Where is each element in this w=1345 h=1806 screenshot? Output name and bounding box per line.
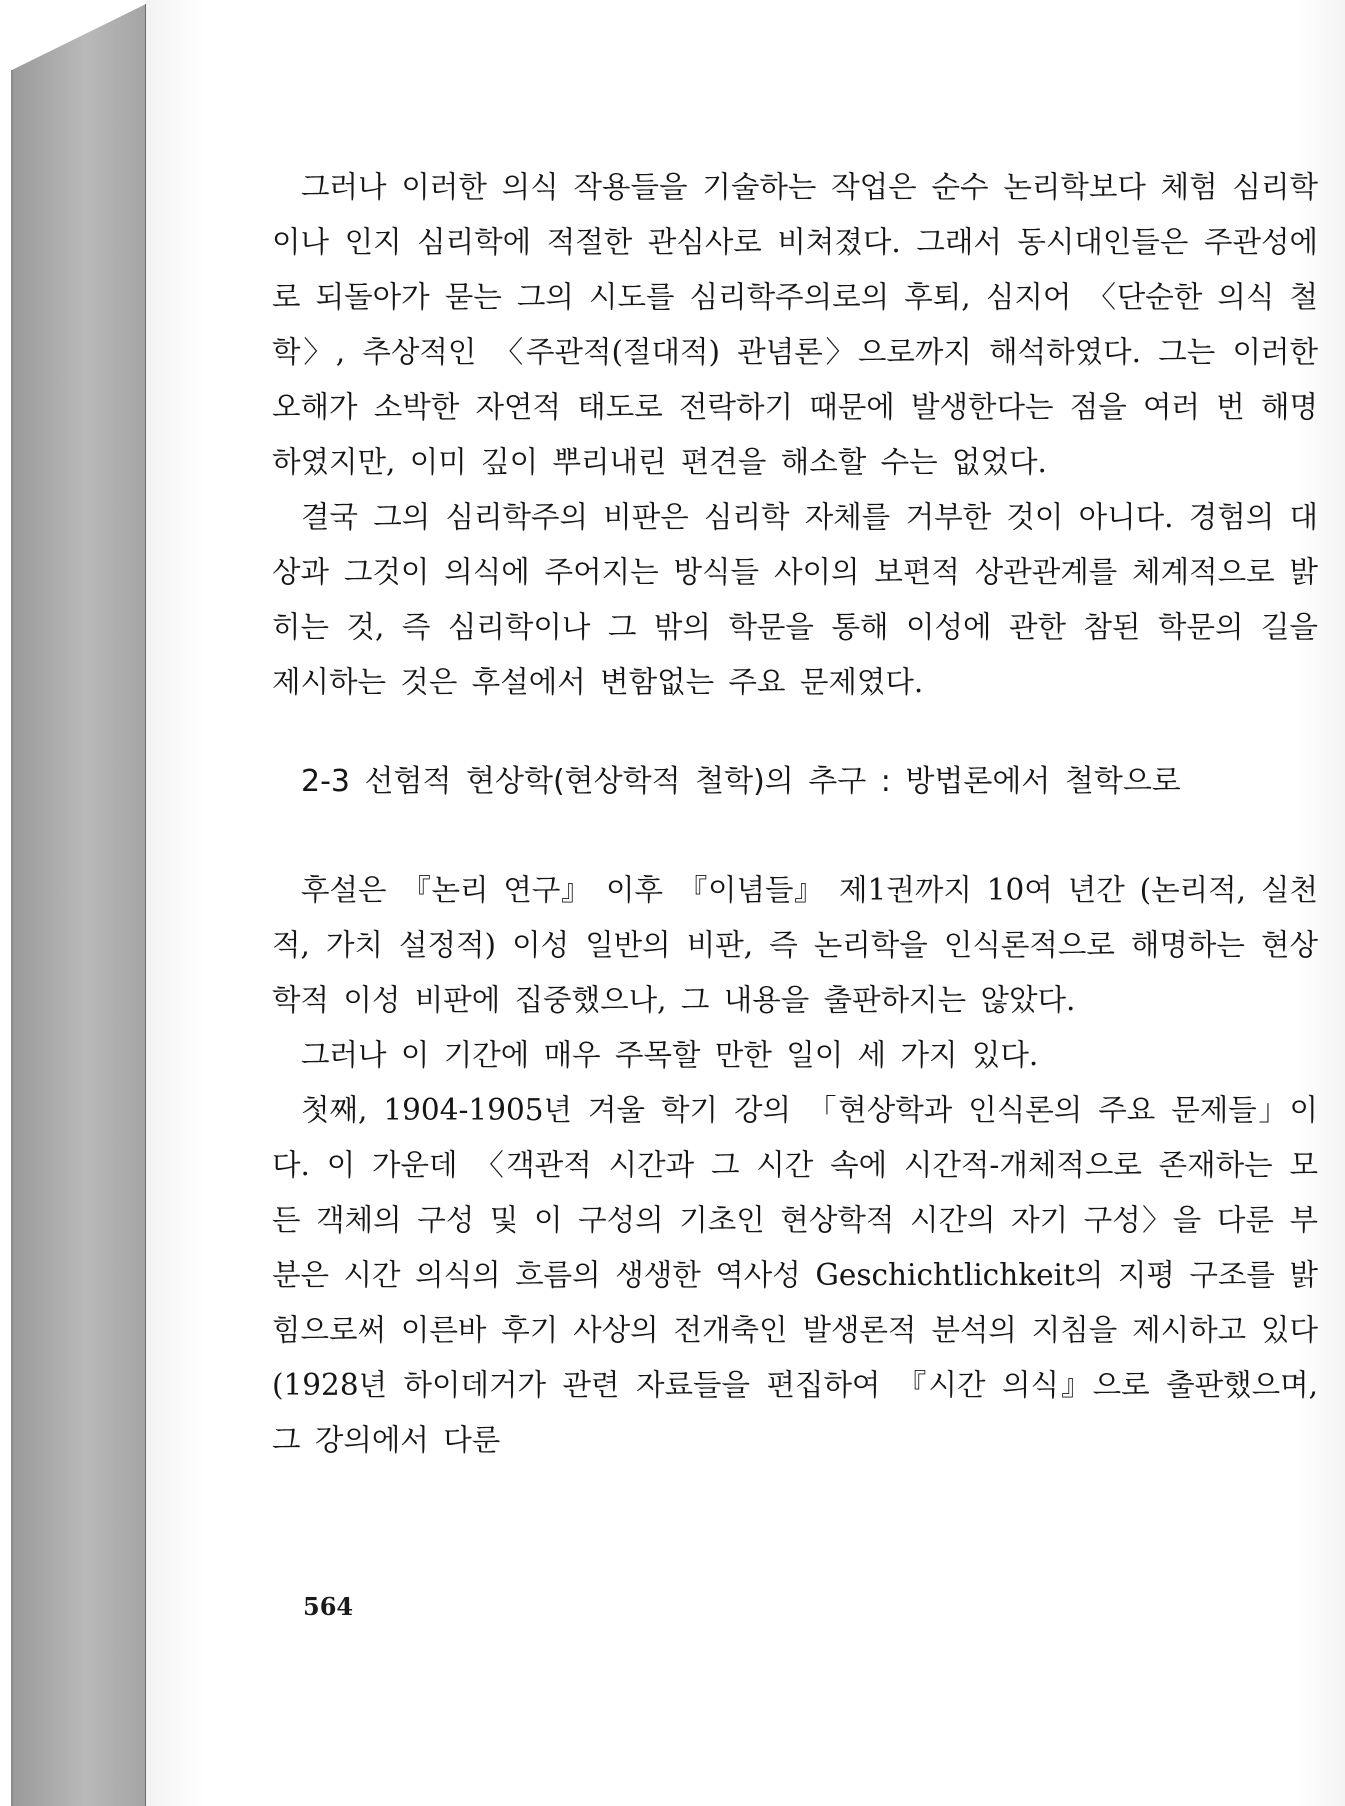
paragraph: 후설은 『논리 연구』 이후 『이념들』 제1권까지 10여 년간 (논리적, 실천적, 가치 설정적) 이성 일반의 비판, 즉 논리학을 인식론적으로 해명하는 현상학적 이성 비판에 집중했으나, 그 내용을 출판하지는 않았다.	[272, 873, 1318, 1017]
book-spine-face	[12, 4, 146, 1806]
book-page	[146, 0, 1345, 1806]
page-number: 564	[303, 1592, 354, 1621]
paragraph: 그러나 이러한 의식 작용들을 기술하는 작업은 순수 논리학보다 체험 심리학이나 인지 심리학에 적절한 관심사로 비쳐졌다. 그래서 동시대인들은 주관성에로 되돌아가 묻는 그의 시도를 심리학주의로의 후퇴, 심지어 〈단순한 의식 철학〉, 추상적인 〈주관적(절대적) 관념론〉으로까지 해석하였다. 그는 이러한 오해가 소박한 자연적 태도로 전락하기 때문에 발생한다는 점을 여러 번 해명하였지만, 이미 깊이 뿌리내린 편견을 해소할 수는 없었다.	[272, 170, 1318, 479]
page-body	[272, 160, 1318, 1468]
section-heading: 2-3 선험적 현상학(현상학적 철학)의 추구 : 방법론에서 철학으로	[301, 764, 1181, 799]
paragraph: 그러나 이 기간에 매우 주목할 만한 일이 세 가지 있다.	[301, 1038, 1039, 1072]
paragraph: 결국 그의 심리학주의 비판은 심리학 자체를 거부한 것이 아니다. 경험의 대상과 그것이 의식에 주어지는 방식들 사이의 보편적 상관관계를 체계적으로 밝히는 것, 즉 심리학이나 그 밖의 학문을 통해 이성에 관한 참된 학문의 길을 제시하는 것은 후설에서 변함없는 주요 문제였다.	[272, 500, 1318, 699]
paragraph: 첫째, 1904-1905년 겨울 학기 강의 「현상학과 인식론의 주요 문제들」이다. 이 가운데 〈객관적 시간과 그 시간 속에 시간적-개체적으로 존재하는 모든 객체의 구성 및 이 구성의 기초인 현상학적 시간의 자기 구성〉을 다룬 부분은 시간 의식의 흐름의 생생한 역사성 Geschichtlichkeit의 지평 구조를 밝힘으로써 이른바 후기 사상의 전개축인 발생론적 분석의 지침을 제시하고 있다(1928년 하이데거가 관련 자료들을 편집하여 『시간 의식』으로 출판했으며, 그 강의에서 다룬	[272, 1093, 1318, 1457]
